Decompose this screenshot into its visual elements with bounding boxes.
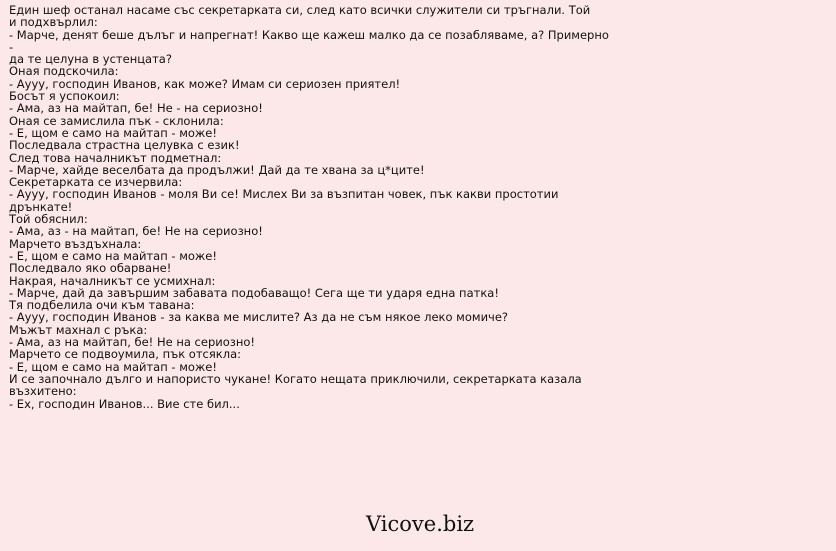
joke-line: Босът я успокоил: (9, 89, 120, 104)
joke-line: възхитено: (9, 384, 77, 399)
joke-line: - Ама, аз - на майтап, бе! Не на сериозно! (9, 224, 263, 239)
joke-line: Оная се замислила пък - склонила: (9, 113, 224, 128)
joke-line: - Марче, денят беше дълъг и напрегнат! Какво ще кажеш малко да се позабляваме, а? Примерно - (9, 27, 609, 54)
joke-line: - Марче, дай да завършим забавата подобаващо! Сега ще ти ударя една патка! (9, 285, 499, 300)
joke-line: - Аууу, господин Иванов - моля Ви се! Мислех Ви за възпитан човек, пък какви простотии (9, 187, 559, 202)
joke-line: След това началникът подметнал: (9, 150, 222, 165)
joke-line: Секретарката се изчервила: (9, 175, 183, 190)
joke-line: - Марче, хайде веселбата да продължи! Дай да те хвана за ц*ците! (9, 162, 425, 177)
joke-line: Марчето се подвоумила, пък отсякла: (9, 347, 242, 362)
joke-line: да те целуна в устенцата? (9, 52, 172, 67)
joke-line: И се започнало дълго и напористо чукане! Когато нещата приключили, секретарката казала (9, 371, 582, 386)
joke-line: Тя подбелила очи към тавана: (9, 298, 195, 313)
joke-line: Накрая, началникът се усмихнал: (9, 273, 216, 288)
joke-line: - Е, щом е само на майтап - може! (9, 125, 217, 140)
joke-line: и подхвърлил: (9, 15, 98, 30)
joke-line: Той обяснил: (9, 212, 88, 227)
joke-line: Мъжът махнал с ръка: (9, 322, 148, 337)
joke-line: - Ама, аз на майтап, бе! Не на сериозно! (9, 335, 256, 350)
joke-line: - Ех, господин Иванов... Вие сте бил... (9, 396, 240, 411)
joke-line: - Ама, аз на майтап, бе! Не - на сериозно! (9, 101, 263, 116)
joke-line: Последвало яко обарване! (9, 261, 172, 276)
site-name: Vicove.biz (366, 512, 475, 536)
joke-line: Марчето въздъхнала: (9, 236, 142, 251)
joke-line: Оная подскочила: (9, 64, 119, 79)
joke-line: - Аууу, господин Иванов - за каква ме мислите? Аз да не съм някое леко момиче? (9, 310, 509, 325)
joke-line: - Аууу, господин Иванов, как може? Имам си сериозен приятел! (9, 76, 401, 91)
joke-line: Един шеф останал насаме със секретарката си, след като всички служители си тръгнали. Той (9, 3, 591, 17)
joke-line: - Е, щом е само на майтап - може! (9, 359, 217, 374)
joke-line: Последвала страстна целувка с език! (9, 138, 240, 153)
joke-line: дрънкате! (9, 199, 73, 214)
joke-text (9, 4, 609, 410)
joke-line: - Е, щом е само на майтап - може! (9, 248, 217, 263)
